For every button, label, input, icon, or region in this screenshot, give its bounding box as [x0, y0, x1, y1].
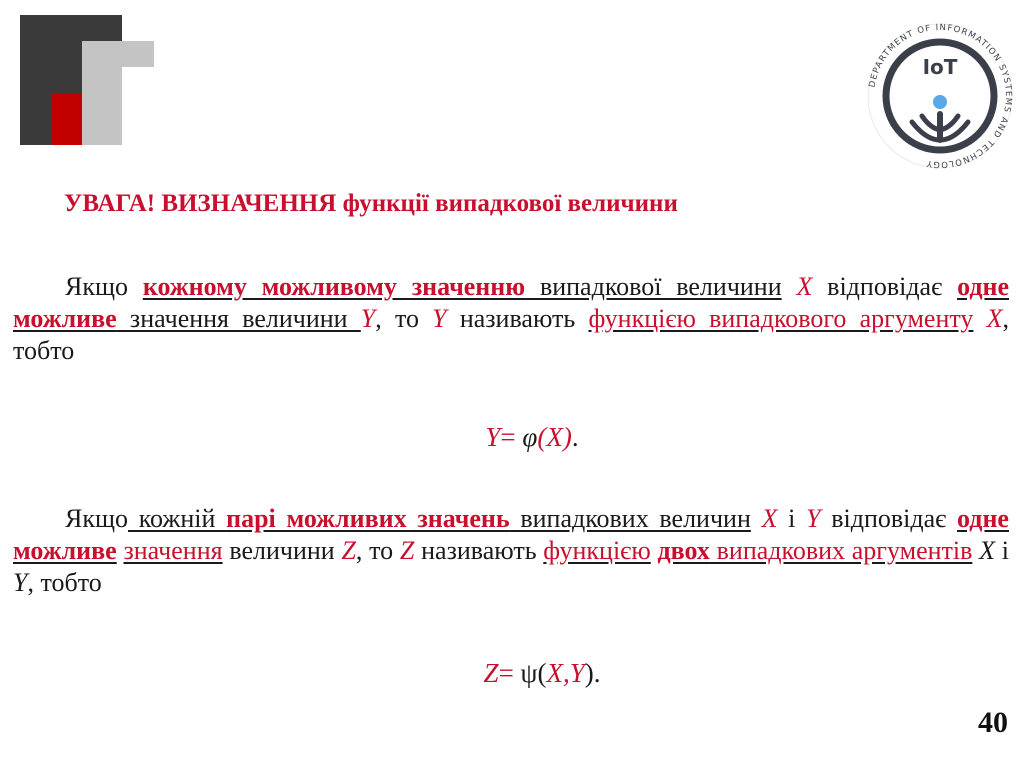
p1-text-underlined: випадкової величини — [525, 272, 782, 301]
p2-space — [751, 504, 762, 533]
p2-var-y: Y — [806, 504, 821, 533]
formula-z-psi-xy — [30, 657, 1024, 689]
p1-var-x: X — [796, 272, 813, 301]
p1-text: Якщо — [65, 272, 143, 301]
p1-text: відповідає — [812, 272, 958, 301]
definition-paragraph-2 — [13, 503, 1009, 599]
p2-text: , то — [355, 536, 400, 565]
p1-text: , то — [375, 304, 433, 333]
formula1-dot: . — [571, 422, 579, 452]
p1-highlight-each-value: кожному можливому значенню — [142, 272, 526, 301]
formula2-psi: ψ — [520, 658, 538, 688]
p2-var-y: Y — [13, 568, 28, 597]
formula1-lparen: ( — [537, 422, 547, 452]
logo-iot-text: IoT — [922, 55, 958, 79]
formula2-rparen: ) — [584, 658, 594, 688]
formula1-y: Y — [485, 422, 501, 452]
p2-term-function: функцією — [543, 536, 651, 565]
formula2-z: Z — [483, 658, 499, 688]
p1-text-underlined: значення величини — [116, 304, 361, 333]
p1-space — [973, 304, 986, 333]
formula2-eq: = — [498, 658, 521, 688]
formula1-x: X — [546, 422, 563, 452]
p1-term-function-of-argument: функцією випадкового аргументу — [588, 304, 974, 333]
p2-text: і — [777, 504, 807, 533]
p2-text: і — [995, 536, 1009, 565]
iot-department-logo — [860, 12, 1020, 180]
formula-y-phi-x — [20, 421, 1024, 453]
p2-var-z: Z — [341, 536, 356, 565]
p1-space — [782, 272, 797, 301]
p1-var-x: X — [986, 304, 1003, 333]
p2-term-value: значення — [123, 536, 223, 565]
formula2-xy: X,Y — [546, 658, 585, 688]
p2-highlight-pair-values: парі можливих значень — [226, 504, 510, 533]
formula1-eq: = — [500, 422, 523, 452]
p1-var-y: Y — [432, 304, 447, 333]
formula2-lparen: ( — [537, 658, 547, 688]
p1-text: , тобто — [13, 304, 1009, 365]
slide-heading — [64, 188, 964, 220]
p2-text: , тобто — [27, 568, 102, 597]
p2-text-underlined: випадкових величин — [509, 504, 751, 533]
iot-dot-icon — [933, 95, 947, 109]
p2-var-x: X — [761, 504, 778, 533]
heading-warning: УВАГА! ВИЗНАЧЕННЯ — [64, 190, 337, 217]
ft-logo — [20, 15, 155, 145]
p2-var-x: X — [979, 536, 996, 565]
p2-var-z: Z — [399, 536, 415, 565]
p2-term-random-arguments: випадкових аргументів — [709, 536, 973, 565]
formula2-dot: . — [593, 658, 601, 688]
heading-rest: функції випадкової величини — [336, 190, 678, 217]
p1-highlight-one-value: одне можливе — [13, 272, 1009, 333]
p2-highlight-one-value: одне можливе — [13, 504, 1009, 565]
p2-text-underlined: кожній — [128, 504, 227, 533]
formula1-phi: φ — [522, 422, 538, 452]
p2-text: називають — [414, 536, 544, 565]
definition-paragraph-1 — [13, 271, 1009, 367]
p2-highlight-two: двох — [657, 536, 710, 565]
formula1-rparen: ) — [562, 422, 572, 452]
p2-text: величини — [222, 536, 342, 565]
logo-ring-text: DEPARTMENT OF INFORMATION SYSTEMS AND TECHNOLOGY — [867, 22, 1014, 170]
page-number: 40 — [978, 706, 1008, 739]
p2-text: відповідає — [820, 504, 958, 533]
p2-text: Якщо — [65, 504, 128, 533]
p1-var-y: Y — [360, 304, 376, 333]
p1-text: називають — [446, 304, 589, 333]
